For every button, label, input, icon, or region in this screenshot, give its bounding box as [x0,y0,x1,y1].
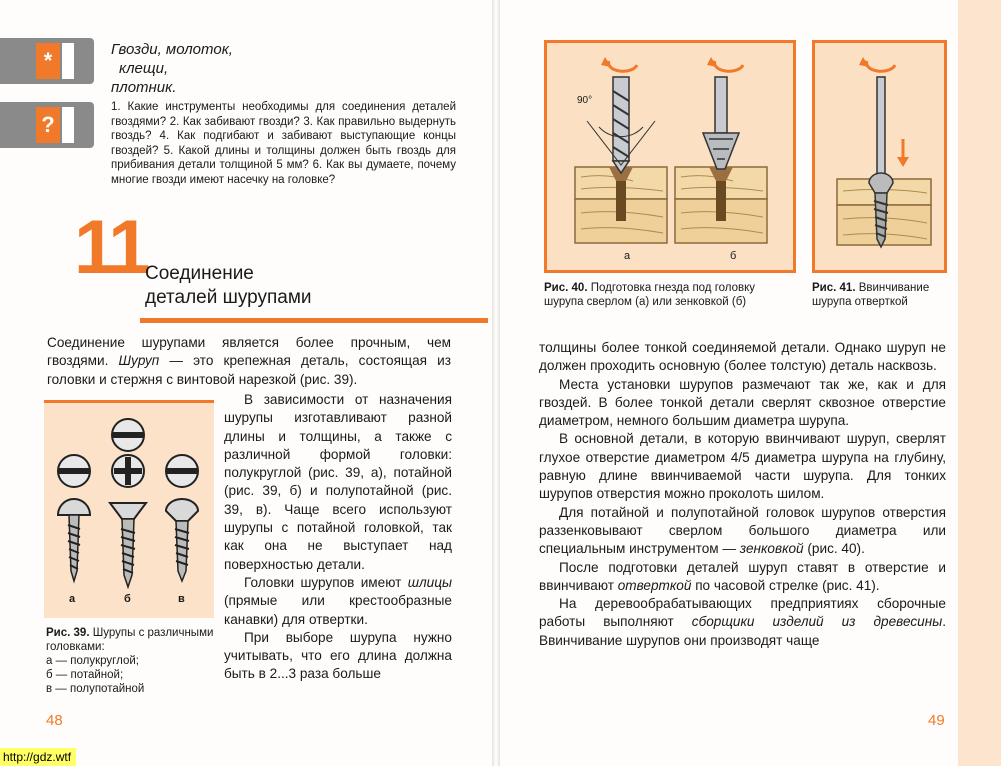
term: шлицы [407,574,452,590]
chapter-title-line: деталей шурупами [145,287,312,308]
angle-label: 90° [577,95,593,106]
book-gutter [492,0,500,766]
chapter-title-line: Соединение [145,263,254,284]
caption-label: Рис. 40. [544,282,588,294]
main-column-right [539,339,946,650]
figure-41-caption [812,281,952,309]
caption-label: Рис. 39. [46,627,90,639]
screws-illustration [44,403,214,618]
paragraph: При выборе шурупа нужно учитывать, что его длина должна быть в 2...3 раза больше [224,629,452,682]
page-number-right: 49 [928,712,945,729]
label-a: а [624,250,631,262]
star-icon: * [36,43,60,79]
text: Для потайной и полупотайной головок шурупов отверстия раззенковывают сверлом большого диаметра или специальным инструментом — [539,504,946,557]
legend-item: б — потайной; [46,669,124,681]
caption-label: Рис. 41. [812,282,856,294]
tab-stripe [62,43,74,79]
review-questions: 1. Какие инструменты необходимы для соединения деталей гвоздями? 2. Как забивают гвозди? 3. Как правильно выдернуть гвоздь? 4. Как подгибают и забивают выступающие концы гвоздей? 5. Какой длины и толщины должен быть гвоздь для прибивания детали толщиной 5 мм? 6. Как вы думаете, почему многие гвозди имеют насечку на головке? [111,101,456,186]
term: отверткой [617,577,692,593]
term: сборщики изделий из древесины [691,614,943,630]
paragraph: В основной детали, в которую ввинчивают шуруп, сверлят глухое отверстие диаметром 4/5 диаметра шурупа на глубину, равную длине ввинчиваемой части шурупа. Для тонких шурупов отверстия можно проколоть шилом. [539,431,946,502]
questions-tab [0,102,94,148]
text: После подготовки деталей шуруп ставят в отверстие и ввинчивают [539,559,946,593]
label-b: б [124,593,131,605]
text: На деревообрабатывающих предприятиях сборочные работы выполняют [539,596,946,630]
page-number-left: 48 [46,712,63,729]
caption-text: Шурупы с различными головками: [46,627,214,653]
figure-39 [44,400,214,618]
paragraph: В зависимости от назначения шурупы изготавливают разной длины и толщины, а также с различной формой головки: полукруглой (рис. 39, а), потайной (рис. 39, б) и полупотайной (рис. 39, в). Чаще всего используют шурупы с потайной головкой, так как она не выступает над поверхностью детали. [224,392,452,572]
chapter-title [145,262,312,310]
intro-keywords [111,40,291,97]
term: зенковкой [739,541,804,557]
left-page [0,0,492,766]
label-b: б [730,250,737,262]
text: — это крепежная деталь, состоящая из головки и стержня с винтовой нарезкой (рис. 39). [47,353,451,387]
chapter-rule [140,318,488,323]
figure-40 [544,40,796,273]
caption-text: Ввинчивание шурупа отверткой [812,282,930,308]
text: (прямые или крестообразные канавки) для отвертки. [224,593,452,627]
intro-paragraph [47,334,451,389]
chapter-number: 11 [74,205,147,290]
intro-line: Гвозди, молоток, [111,41,233,58]
legend-item: в — полупотайной [46,683,145,695]
figure-39-caption [46,626,216,696]
label-a: а [69,593,76,605]
figure-40-caption [544,281,794,309]
screwdriver-illustration [815,43,944,270]
intro-line: клещи, [119,60,169,77]
intro-line: плотник. [111,79,177,96]
text: . Ввинчивание шурупов они производят чаще [539,614,946,648]
main-column-left [224,391,452,684]
text: Соединение шурупами является более прочным, чем гвоздями. [47,335,451,369]
text: Головки шурупов имеют [244,574,408,590]
watermark-link[interactable]: http://gdz.wtf [0,748,76,766]
legend-item: а — полукруглой; [46,655,139,667]
tab-stripe [62,107,74,143]
caption-text: Подготовка гнезда под головку шурупа сверлом (а) или зенковкой (б) [544,282,756,308]
drill-countersink-illustration [547,43,793,270]
intro-tab [0,38,94,84]
text: (рис. 40). [803,541,865,557]
figure-41 [812,40,947,273]
paragraph: Места установки шурупов размечают так же, как и для гвоздей. В более тонкой детали сверлят сквозное отверстие диаметром, немного большим диаметра шурупа. [539,376,946,429]
right-margin-band [958,0,1001,766]
paragraph: толщины более тонкой соединяемой детали. Однако шуруп не должен проходить основную (более толстую) деталь насквозь. [539,340,946,374]
term: Шуруп [118,353,160,369]
label-v: в [178,593,185,605]
question-icon: ? [36,107,60,143]
text: по часовой стрелке (рис. 41). [691,577,880,593]
